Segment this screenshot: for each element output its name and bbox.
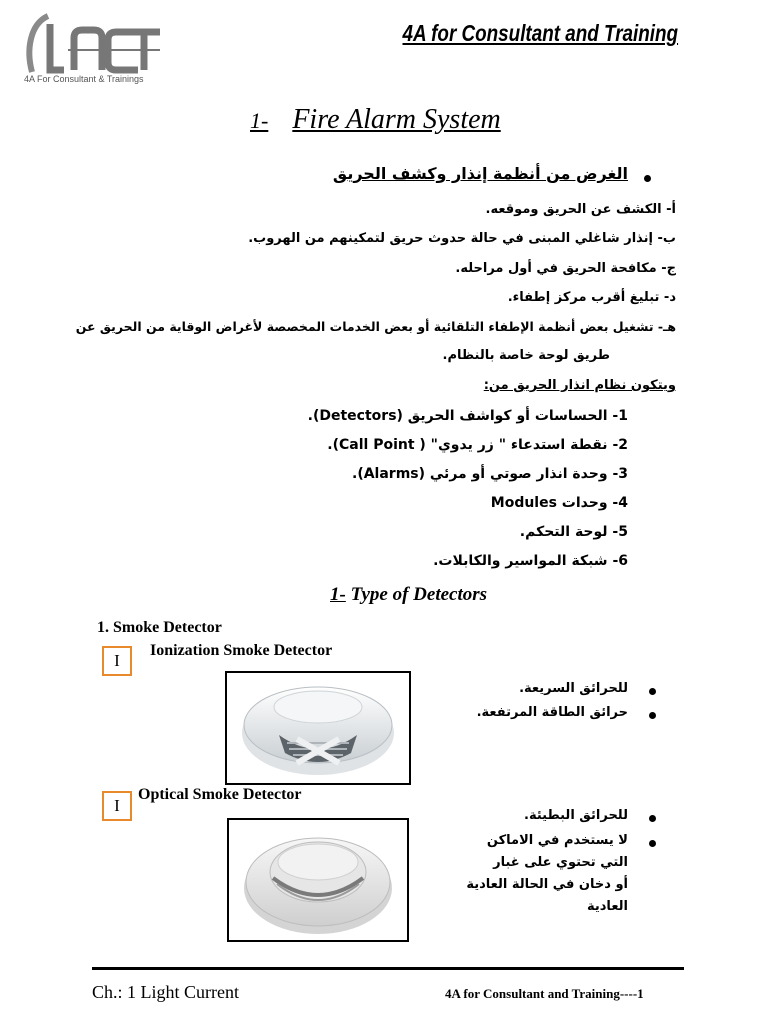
- component-item-5: 5- لوحة التحكم.: [519, 524, 628, 540]
- optical-bullet-1: للحرائق البطيئة.: [524, 808, 628, 823]
- component-item-3: 3- وحدة انذار صوتي أو مرئي (Alarms).: [352, 466, 628, 482]
- smoke-detector-heading: 1. Smoke Detector: [97, 619, 222, 636]
- footer-page: 4A for Consultant and Training----1: [445, 986, 644, 1001]
- section-text: Type of Detectors: [350, 584, 488, 605]
- ionization-bullet-2: حرائق الطاقة المرتفعة.: [476, 705, 628, 720]
- logo-subtitle: 4A For Consultant & Trainings: [24, 74, 144, 84]
- ionization-detector-drawing: [227, 673, 409, 783]
- bullet-icon: [649, 712, 656, 719]
- purpose-item-b: ب- إنذار شاغلي المبنى في حالة حدوث حريق لتمكينهم من الهروب.: [248, 231, 676, 246]
- purpose-item-e-cont: طريق لوحة خاصة بالنظام.: [442, 348, 610, 363]
- components-heading: ويتكون نظام انذار الحريق من:: [483, 378, 676, 393]
- bullet-icon: [644, 175, 651, 182]
- page-title: [250, 104, 501, 136]
- footer-chapter: Ch.: 1 Light Current: [92, 982, 239, 1002]
- component-item-6: 6- شبكة المواسير والكابلات.: [433, 553, 628, 569]
- company-name: 4A for Consultant and Training: [402, 20, 678, 46]
- optical-bullet-2-cont-2: أو دخان في الحالة العادية: [466, 877, 628, 892]
- bullet-icon: [649, 840, 656, 847]
- purpose-item-a: أ- الكشف عن الحريق وموقعه.: [485, 202, 676, 217]
- optical-bullet-2-cont-1: التي تحتوي على غبار: [493, 855, 628, 870]
- bullet-icon: [649, 815, 656, 822]
- optical-bullet-2-cont-3: العادية: [587, 899, 628, 914]
- footer-divider: [92, 967, 684, 970]
- optical-bullet-2: لا يستخدم في الاماكن: [486, 833, 628, 848]
- purpose-item-e: هـ- تشغيل بعض أنظمة الإطفاء التلقائية أو بعض الخدمات المخصصة لأغراض الوقاية من الحريق عن: [75, 319, 676, 334]
- purpose-heading: الغرض من أنظمة إنذار وكشف الحريق: [332, 164, 628, 183]
- optical-detector-image: [227, 818, 409, 942]
- section-title: [330, 584, 487, 606]
- ionization-badge: I: [102, 646, 132, 676]
- section-number: 1-: [330, 584, 346, 605]
- optical-label: Optical Smoke Detector: [138, 786, 302, 803]
- ionization-label: Ionization Smoke Detector: [150, 642, 333, 659]
- component-item-1: 1- الحساسات أو كواشف الحريق (Detectors).: [307, 408, 628, 424]
- ionization-detector-image: [225, 671, 411, 785]
- component-item-4: 4- وحدات Modules: [490, 495, 628, 511]
- bullet-icon: [649, 688, 656, 695]
- component-item-2: 2- نقطة استدعاء " زر يدوي" ( Call Point).: [327, 437, 628, 453]
- purpose-item-d: د- تبليغ أقرب مركز إطفاء.: [507, 290, 676, 305]
- ionization-bullet-1: للحرائق السريعة.: [519, 681, 628, 696]
- purpose-item-c: ج- مكافحة الحريق في أول مراحله.: [455, 261, 676, 276]
- title-number: 1-: [250, 108, 269, 133]
- optical-badge: I: [102, 791, 132, 821]
- optical-detector-drawing: [229, 820, 407, 940]
- title-text: Fire Alarm System: [292, 104, 501, 135]
